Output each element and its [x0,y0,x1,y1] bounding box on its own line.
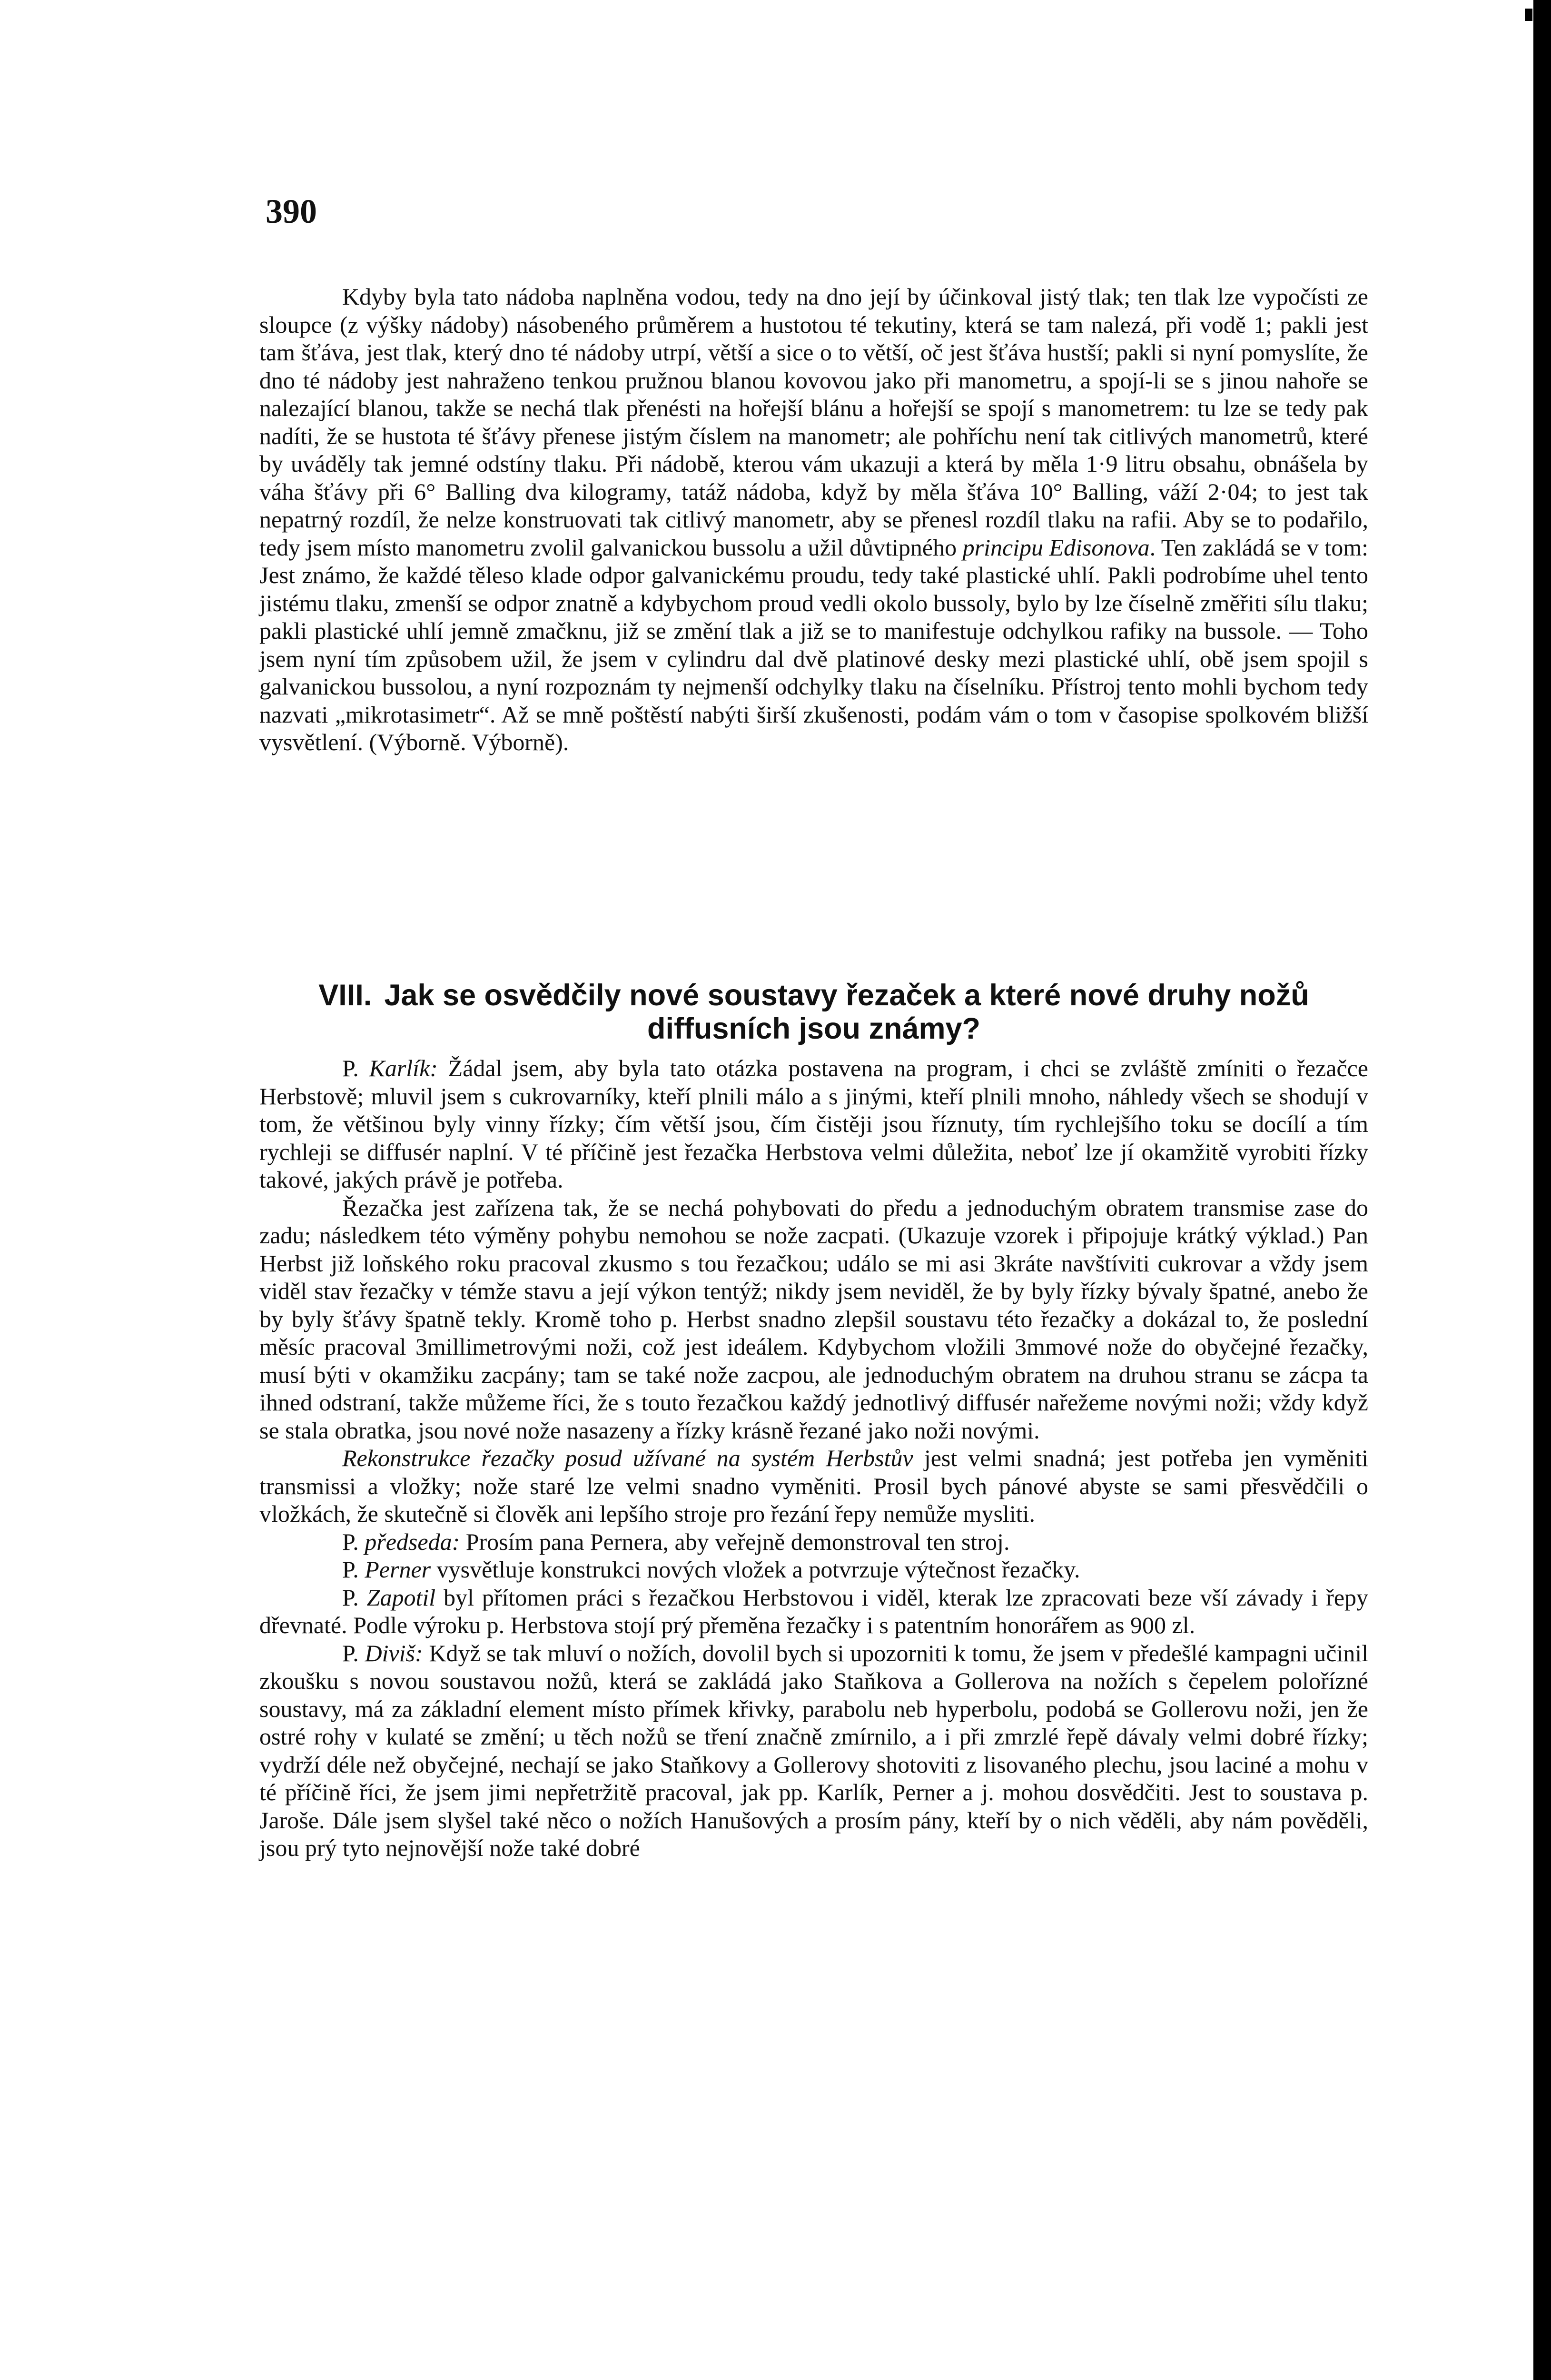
speaker-prefix: P. [342,1528,365,1555]
paragraph-text: Když se tak mluví o nožích, dovolil bych si upozorniti k tomu, že jsem v předešlé kampagni učinil zkoušku s novou soustavou nožů, která se zakládá jako Staňkova a Gollerova na nožích s čepelem polořízné soustavy, má za základní element místo přímek křivky, parabolu neb hyperbolu, podobá se Gollerovu noži, jen že ostré rohy v kulaté se změní; u těch nožů se tření značně zmírnilo, a i při zmrzlé řepě dávaly velmi dobré řízky; vydrží déle než obyčejné, nechají se jako Staňkovy a Gollerovy shotoviti z lisovaného plechu, jsou laciné a mohu v té příčině říci, že jsem jimi nepřetržitě pracoval, jak pp. Karlík, Perner a j. mohou dosvědčiti. Jest to soustava p. Jaroše. Dále jsem slyšel také něco o nožích Hanušových a prosím pány, kteří by o nich věděli, aby nám pověděli, jsou prý tyto nejnovější nože také dobré [259,1639,1369,1861]
paragraph-text: Prosím pana Pernera, aby veřejně demonstroval ten stroj. [460,1528,1010,1555]
paragraph-text: Kdyby byla tato nádoba naplněna vodou, tedy na dno její by účinkoval jistý tlak; ten tlak lze vypočísti ze sloupce (z výšky nádoby) násobeného průměrem a hustotou té tekutiny, která se tam nalezá, při vodě 1; pakli jest tam šťáva, jest tlak, který dno té nádoby utrpí, větší a sice o to větší, oč jest šťáva hustší; pakli si nyní pomyslíte, že dno té nádoby jest nahraženo tenkou pružnou blanou kovovou jako při manometru, a spojí-li se s jinou nahoře se nalezající blanou, takže se nechá tlak přenésti na hořejší blánu a hořejší se spojí s manometrem: tu lze se tedy pak nadíti, že se hustota té šťávy přenese jistým číslem na manometr; ale pohříchu není tak citlivých manometrů, které by uváděly tak jemné odstíny tlaku. Při nádobě, kterou vám ukazuji a která by měla 1·9 litru obsahu, obnášela by váha šťávy při 6° Balling dva kilogramy, tatáž nádoba, když by měla šťáva 10° Balling, váží 2·04; to jest tak nepatrný rozdíl, že nelze konstruovati tak citlivý manometr, aby se přenesl rozdíl tlaku na rafii. Aby se to podařilo, tedy jsem místo manometru zvolil galvanickou bussolu a užil důvtipného [259,283,1368,561]
paragraph-text: jest velmi snadná; jest potřeba jen vyměniti transmissi a vložky; nože staré lze velmi snadno vyměniti. Prosil bych pánové abyste se sami přesvědčili o vložkách, že skutečně si člověk ani lepšího stroje pro řezání řepy nemůže mysliti. [259,1445,1368,1527]
scan-edge-mark [1525,9,1532,21]
paragraph [259,1054,1368,1194]
paragraph [259,1194,1368,1445]
section-heading [259,979,1368,1045]
speaker-name: předseda: [365,1528,460,1555]
paragraph [259,1584,1368,1639]
speaker-prefix: P. [342,1584,367,1611]
paragraph-tail: . Ten zakládá se v tom: Jest známo, že každé těleso klade odpor galvanickému proudu, tedy také plastické uhlí. Pakli podrobíme uhel tento jistému tlaku, zmenší se odpor znatně a kdybychom proud vedli okolo bussoly, bylo by lze číselně změřiti sílu tlaku; pakli plastické uhlí jemně zmačknu, již se změní tlak a již se to manifestuje odchylkou rafiky na bussole. — Toho jsem nyní tím způsobem užil, že jsem v cylindru dal dvě platinové desky mezi plastické uhlí, obě jsem spojil s galvanickou bussolou, a nyní rozpoznám ty nejmenší odchylky tlaku na číselníku. Přístroj tento mohli bychom tedy nazvati „mikrotasimetr“. Až se mně poštěstí nabýti širší zkušenosti, podám vám o tom v časopise spolkovém bližší vysvětlení. (Výborně. Výborně). [259,534,1368,755]
page-number: 390 [266,192,317,230]
paragraph-text: Žádal jsem, aby byla tato otázka postavena na program, i chci se zvláště zmíniti o řezačce Herbstově; mluvil jsem s cukrovarníky, kteří plnili málo a s jinými, kteří plnili mnoho, náhledy všech se shodují v tom, že většinou byly vinny řízky; čím větší jsou, čím čistěji jsou říznuty, tím rychlejšího toku se docílí a tím rychleji se diffusér naplní. V té příčině jest řezačka Herbstova velmi důležita, neboť lze jí okamžitě vyrobiti řízky takové, jakých právě je potřeba. [259,1055,1368,1193]
text-block-continuation [259,283,1368,756]
paragraph [259,1556,1368,1584]
speaker-name: Karlík: [369,1055,438,1081]
section-title-text: Jak se osvědčily nové soustavy řezaček a které nové druhy nožů diffusních jsou známy? [384,979,1309,1045]
italic-lead: Rekonstrukce řezačky posud užívané na systém Herbstův [342,1445,913,1471]
paragraph-text: vysvětluje konstrukci nových vložek a potvrzuje výtečnost řezačky. [431,1556,1080,1583]
paragraph-text: byl přítomen práci s řezačkou Herbstovou i viděl, kterak lze zpracovati beze vší závady i řepy dřevnaté. Podle výroku p. Herbstova stojí prý přeměna řezačky i s patentním honorářem as 900 zl. [259,1584,1369,1638]
emphasis-text: principu Edisonova [962,534,1150,561]
text-block-discussion [259,1054,1368,1862]
speaker-prefix: P. [342,1639,365,1666]
speaker-prefix: P. [342,1055,369,1081]
paragraph [259,1528,1368,1556]
speaker-prefix: P. [342,1556,365,1583]
paragraph-text: Řezačka jest zařízena tak, že se nechá pohybovati do předu a jednoduchým obratem transmise zase do zadu; následkem této výměny pohybu nemohou se nože zacpati. (Ukazuje vzorek i připojuje krátký výklad.) Pan Herbst již loňského roku pracoval zkusmo s tou řezačkou; událo se mi asi 3kráte navštíviti cukrovar a vždy jsem viděl stav řezačky v témže stavu a její výkon tentýž; nikdy jsem neviděl, že by byly řízky bývaly špatné, anebo že by byly šťávy špatně tekly. Kromě toho p. Herbst snadno zlepšil soustavu této řezačky a dokázal to, že poslední měsíc pracoval 3millimetrovými noži, což jest ideálem. Kdybychom vložili 3mmové nože do obyčejné řezačky, musí býti v okamžiku zacpány; tam se také nože zacpou, ale jednoduchým obratem na druhou stranu se zácpa ta ihned odstraní, takže můžeme říci, že s touto řezačkou každý jednotlivý diffusér nařežeme novými noži; vždy když se stala obratka, jsou nové nože nasazeny a řízky krásně řezané jako noži novými. [259,1194,1368,1444]
paragraph [259,283,1368,756]
section-number: VIII. [318,979,372,1012]
paragraph [259,1444,1368,1528]
scan-edge-bar [1533,0,1551,2380]
paragraph [259,1639,1368,1862]
speaker-name: Diviš: [365,1639,423,1666]
speaker-name: Perner [365,1556,431,1583]
speaker-name: Zapotil [366,1584,436,1611]
